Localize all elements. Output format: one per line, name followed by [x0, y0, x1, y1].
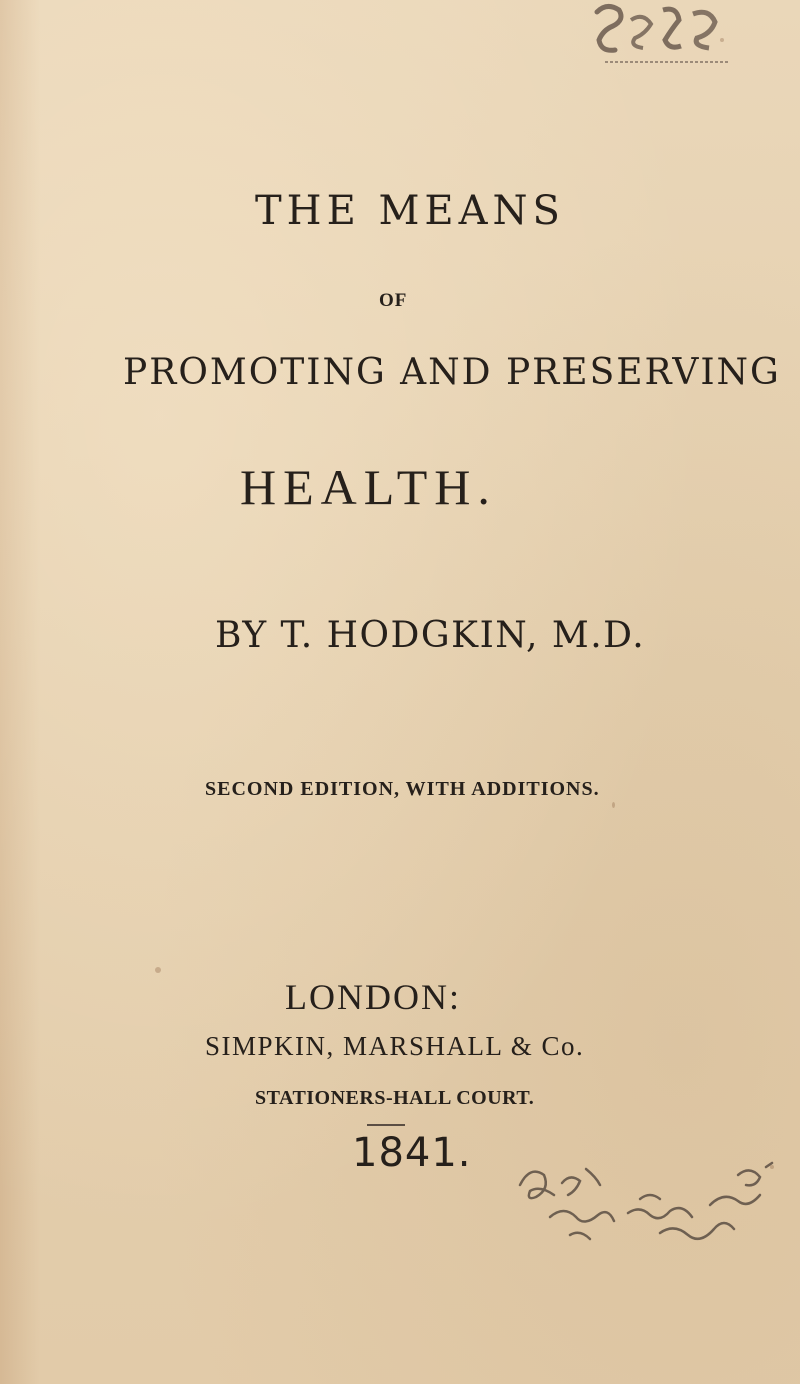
short-rule	[367, 1124, 405, 1126]
imprint-year: 1841.	[352, 1130, 472, 1176]
paper-speck	[155, 967, 161, 973]
title-line-health: HEALTH.	[240, 459, 497, 515]
imprint-place: LONDON:	[285, 977, 461, 1017]
handwritten-signature	[510, 1155, 780, 1255]
paper-speck	[770, 1165, 774, 1169]
library-stamp	[585, 0, 735, 70]
edition-line: SECOND EDITION, WITH ADDITIONS.	[205, 778, 600, 800]
imprint-publisher: SIMPKIN, MARSHALL & Co.	[205, 1031, 585, 1061]
title-line-the-means: THE MEANS	[255, 188, 565, 234]
title-line-promoting: PROMOTING AND PRESERVING	[123, 352, 781, 393]
paper-speck	[720, 38, 724, 42]
imprint-address: STATIONERS-HALL COURT.	[255, 1087, 535, 1109]
title-line-of: OF	[379, 290, 408, 311]
paper-speck	[612, 802, 615, 808]
author-line: BY T. HODGKIN, M.D.	[215, 615, 646, 656]
